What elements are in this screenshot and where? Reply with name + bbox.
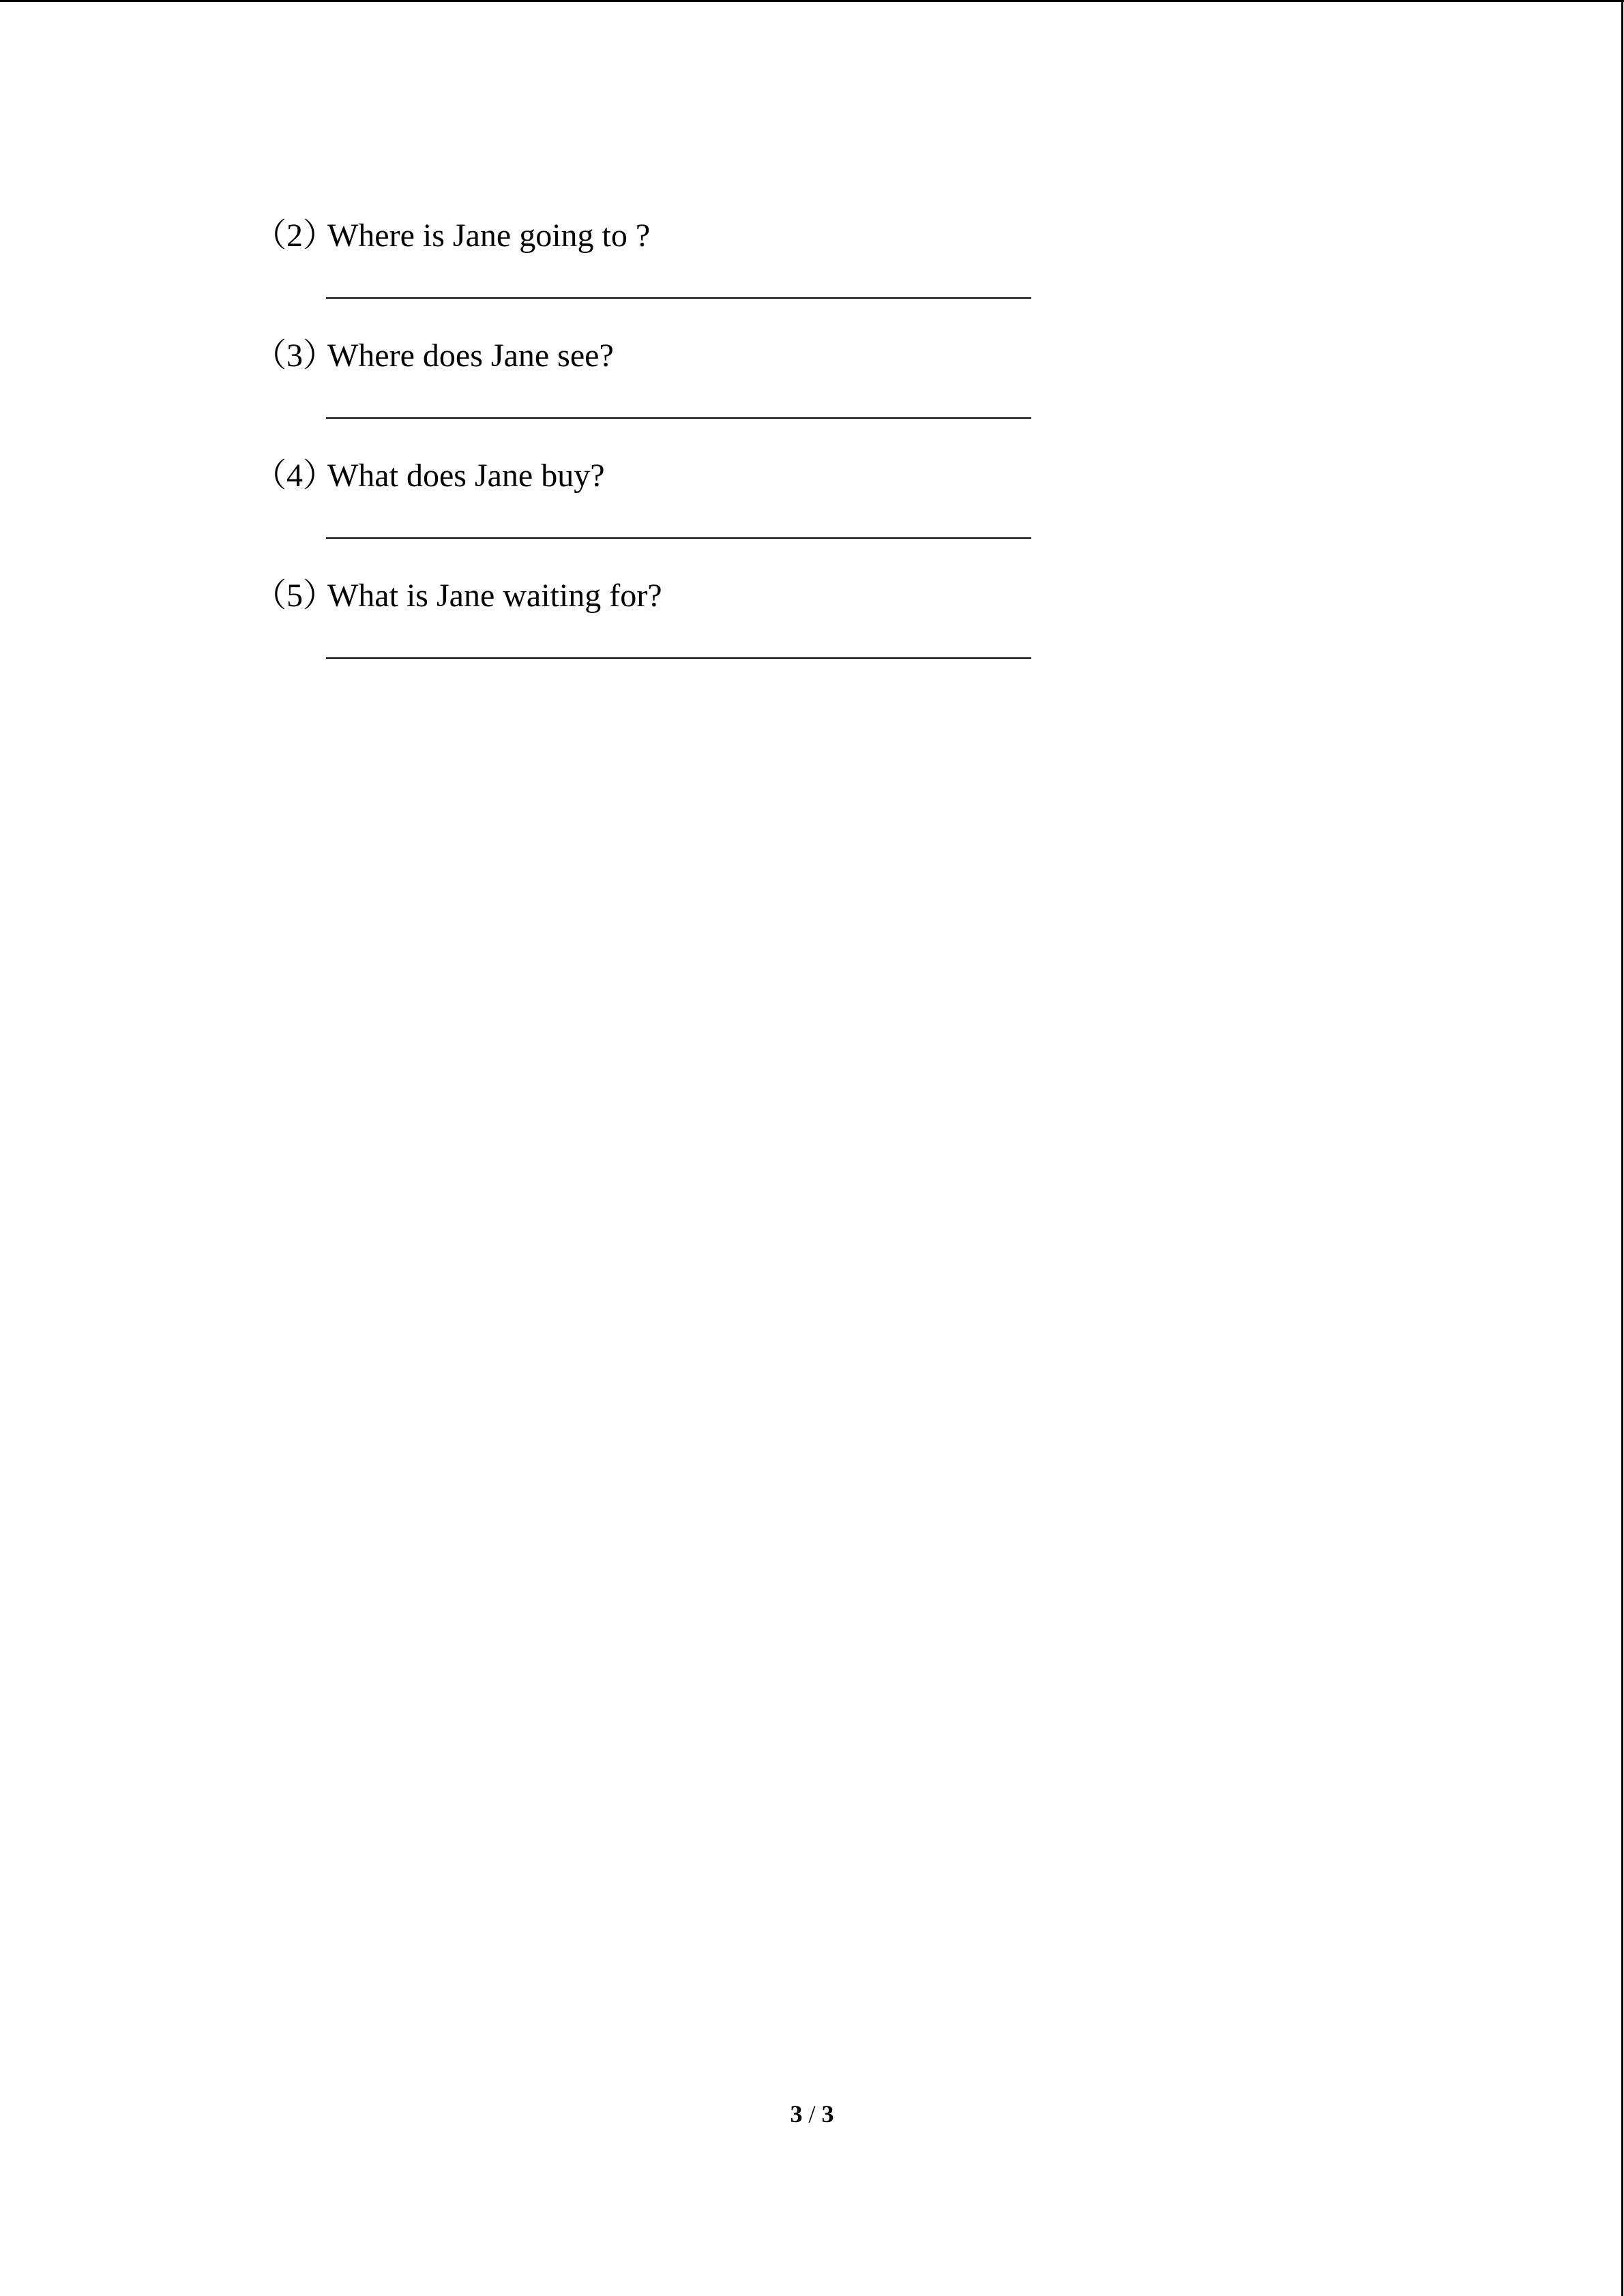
page-number [0, 2098, 1624, 2130]
answer-line[interactable] [326, 417, 1031, 419]
question-number: （2） [254, 218, 336, 254]
question-3 [0, 336, 1624, 431]
total-pages: 3 [821, 2100, 834, 2128]
question-number: （4） [254, 458, 336, 494]
question-text: Where is Jane going to ? [327, 218, 651, 254]
current-page: 3 [790, 2100, 803, 2128]
question-4 [0, 456, 1624, 551]
answer-line[interactable] [326, 537, 1031, 539]
question-5 [0, 576, 1624, 671]
question-2 [0, 215, 1624, 311]
page-top-border [0, 0, 1624, 2]
page-separator: / [802, 2100, 822, 2128]
answer-line[interactable] [326, 657, 1031, 659]
question-text: What does Jane buy? [327, 458, 605, 494]
question-text: What is Jane waiting for? [327, 578, 662, 614]
question-number: （3） [254, 338, 336, 374]
question-number: （5） [254, 578, 336, 614]
answer-line[interactable] [326, 297, 1031, 299]
question-text: Where does Jane see? [327, 338, 614, 374]
